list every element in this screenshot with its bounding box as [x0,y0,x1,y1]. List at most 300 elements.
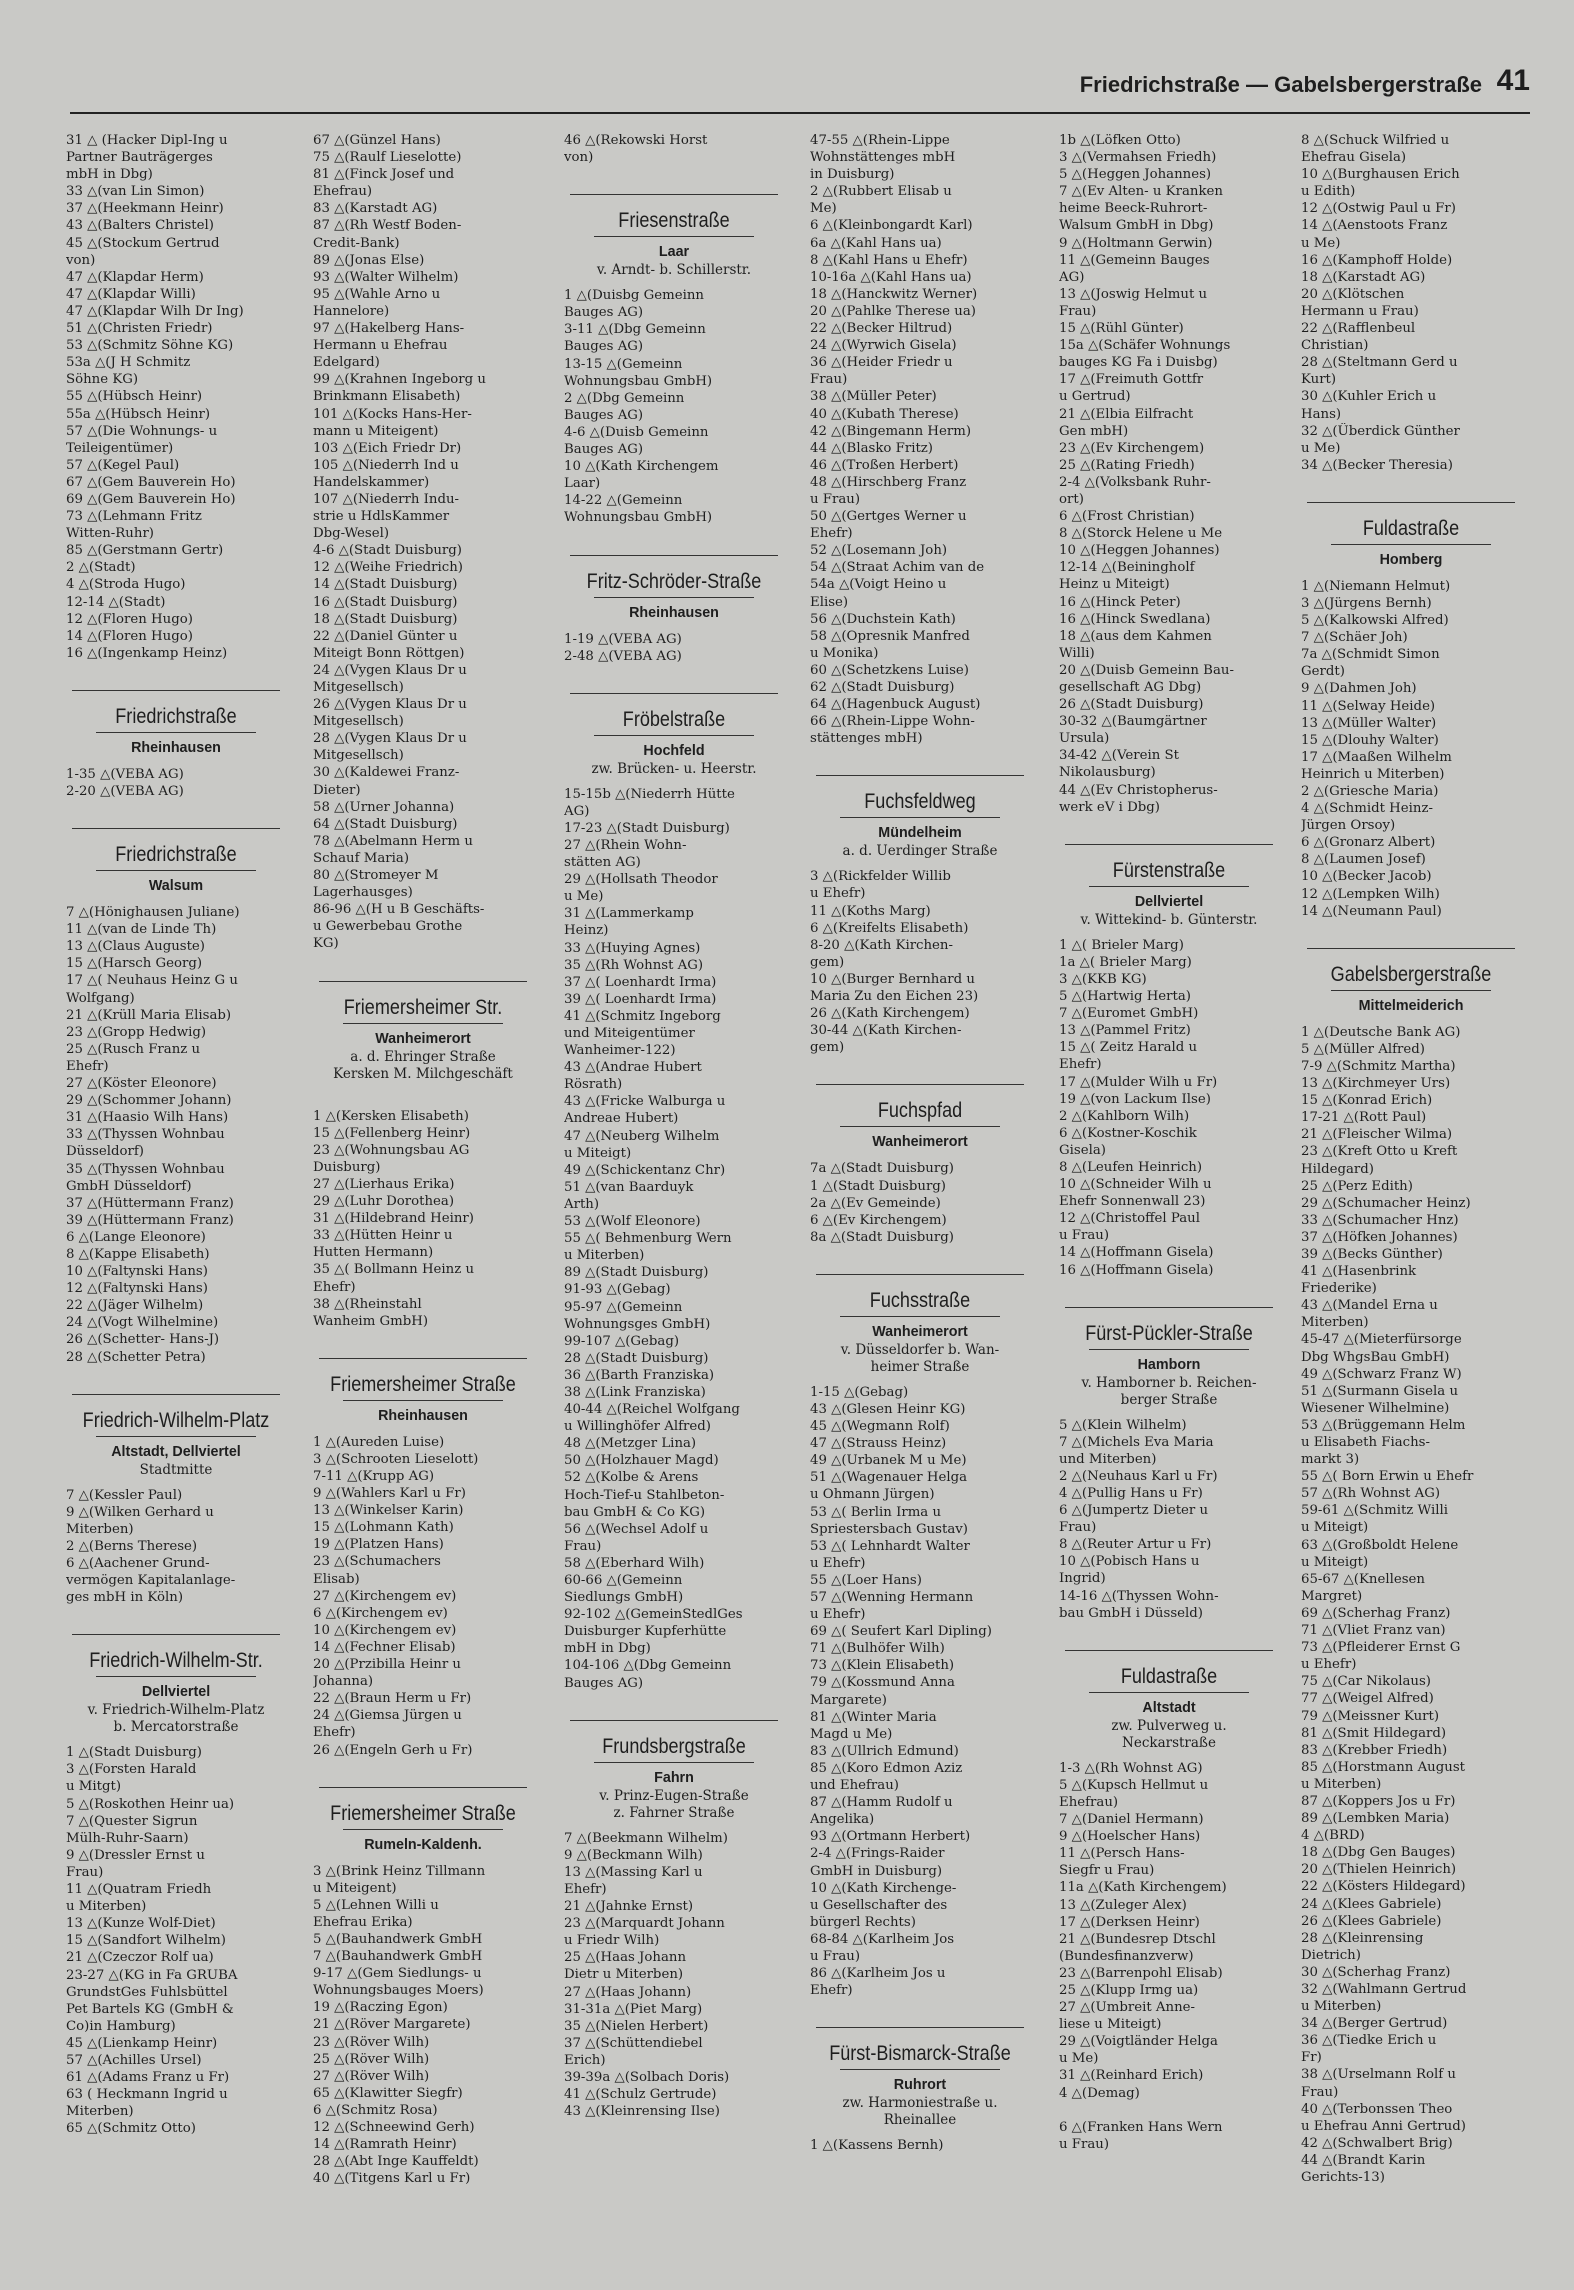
street-location: v. Wittekind- b. Günterstr. [1080,911,1258,928]
address-entry: 39-39a △(Solbach Doris) [564,2069,730,2085]
street-heading: Fuldastraße [1362,516,1460,540]
street-heading: Gabelsbergerstraße [1330,962,1492,986]
rule-divider [1307,948,1515,949]
address-entry: 69 △(Gem Bauverein Ho) [66,491,236,507]
address-entry: 40-44 △(Reichel Wolfgang [564,1402,740,1418]
street-heading: Friemersheimer Straße [330,1372,516,1396]
address-entry: Willi) [1059,645,1095,661]
address-entry: bau GmbH i Düsseld) [1059,1605,1203,1621]
street-heading-block [66,828,286,896]
address-entry: 19 △(von Lackum Ilse) [1059,1091,1211,1107]
address-entry: 93 △(Walter Wilhelm) [313,269,459,285]
street-heading-block [313,981,533,1083]
address-entry: 41 △(Schulz Gertrude) [564,2087,717,2103]
address-entry: 41 △(Schmitz Ingeborg [564,1008,721,1024]
address-entry: 12 △(Floren Hugo) [66,611,193,627]
address-entry: 29 △(Luhr Dorothea) [313,1194,455,1210]
rule-divider [816,1084,1024,1085]
address-entry: mbH in Dbg) [564,1641,651,1657]
street-location: berger Straße [1120,1391,1218,1408]
rule-divider [594,1762,754,1763]
address-entry: 55 △(Hübsch Heinr) [66,389,203,405]
address-entry: 99 △(Krahnen Ingeborg u [313,372,486,388]
street-heading-block [810,1274,1030,1376]
address-entry: u Miterben) [1301,1999,1382,2015]
address-entry: 10 △(Kirchengem ev) [313,1622,457,1638]
address-entry: 40 △(Terbonssen Theo [1301,2101,1453,2117]
address-entry: 30 △(Kuhler Erich u [1301,389,1437,405]
address-entry: AG) [1059,269,1085,285]
address-entry: u Me) [1301,235,1341,251]
address-entry: 51 △(van Baarduyk [564,1179,694,1195]
address-entry: 47 △(Neuberg Wilhelm [564,1128,720,1144]
address-entry: vermögen Kapitalanlage- [66,1573,236,1589]
address-entry: 21 △(Krüll Maria Elisab) [66,1007,232,1023]
street-heading-block [66,1394,286,1479]
address-entry: u Gewerbebau Grothe [313,919,463,935]
address-entry: 16 △(Kamphoff Holde) [1301,252,1453,268]
address-entry: Ingrid) [1059,1571,1106,1587]
address-entry: Düsseldorf) [66,1144,144,1160]
address-entry: 9 △(Dressler Ernst u [66,1847,205,1863]
address-entry: 58 △(Opresnik Manfred [810,628,970,644]
address-entry: 27 △(Röver Wilh) [313,2068,430,2084]
address-entry: 54 △(Straat Achim van de [810,560,985,576]
address-entry: Angelika) [810,1812,875,1828]
address-entry: 3 △(Schrooten Lieselott) [313,1451,479,1467]
address-entry: Teileigentümer) [66,440,174,456]
address-entry: 16 △(Hinck Swedlana) [1059,611,1211,627]
address-entry: 19 △(Platzen Hans) [313,1537,444,1553]
address-entry: 75 △(Car Nikolaus) [1301,1674,1431,1690]
street-heading-block [313,1787,533,1855]
address-entry: 2-20 △(VEBA AG) [66,784,184,799]
address-entry: Hoch-Tief-u Stahlbeton- [564,1487,725,1503]
address-entry: 3 △(Rickfelder Willib [810,869,951,885]
address-entry: 103 △(Eich Friedr Dr) [313,440,462,456]
address-entry: 52 △(Kolbe & Arens [564,1470,699,1486]
address-entry: Witten-Ruhr) [66,526,154,542]
address-entry: 105 △(Niederrh Ind u [313,457,459,473]
address-entry: 26 △(Vygen Klaus Dr u [313,697,467,713]
address-entry: 49 △(Urbanek M u Me) [810,1453,967,1469]
address-entry: 15 △(Lohmann Kath) [313,1520,454,1536]
address-entry: 29 △(Schommer Johann) [66,1093,232,1109]
address-entry: stättenges mbH) [810,731,923,747]
address-entry: von) [66,252,96,268]
address-entry: 8 △(Kahl Hans u Ehefr) [810,252,968,268]
address-entry: 14 △(Floren Hugo) [66,628,193,644]
address-entry: 10 △(Becker Jacob) [1301,869,1432,885]
address-entry: 101 △(Kocks Hans-Her- [313,406,472,422]
address-entry: Hermann u Frau) [1301,303,1419,319]
address-entry: 52 △(Losemann Joh) [810,543,948,559]
address-entry: 10 △(Burger Bernhard u [810,971,975,987]
address-entry: GmbH in Duisburg) [810,1863,943,1879]
address-entry: 56 △(Duchstein Kath) [810,611,956,627]
address-entry: Wohnstättenges mbH [810,150,956,166]
address-entry: Frau) [1301,2084,1339,2100]
address-entry: 21 △(Röver Margarete) [313,2017,471,2033]
address-entry: und Miterben) [1059,1451,1157,1467]
address-entry: 13 △(Massing Karl u [564,1864,703,1880]
rule-divider [1065,1650,1273,1651]
address-entry: ort) [1059,491,1084,507]
address-entry: 69 △( Seufert Karl Dipling) [810,1624,992,1640]
address-entry: Ehefr) [66,1058,109,1074]
address-entry: 62 △(Stadt Duisburg) [810,680,955,695]
address-entry: 1 △(Niemann Helmut) [1301,578,1451,594]
address-entry: Heinz) [564,923,609,939]
address-entry: 77 △(Weigel Alfred) [1301,1691,1434,1707]
address-entry: 12 △(Faltynski Hans) [66,1281,208,1297]
street-location: zw. Harmoniestraße u. [842,2095,998,2112]
address-entry: 13 △(Müller Walter) [1301,715,1437,731]
district-label: Dellviertel [1134,893,1204,910]
address-entry: 28 △(Schetter Petra) [66,1349,206,1365]
address-entry: 14-16 △(Thyssen Wohn- [1059,1588,1219,1604]
address-entry: 2-4 △(Frings-Raider [810,1846,945,1862]
address-entry: 23 △(Schumachers [313,1554,441,1570]
address-entry: 107 △(Niederrh Indu- [313,491,460,507]
address-entry: 31 △(Hildebrand Heinr) [313,1211,474,1227]
address-entry: 1a △( Brieler Marg) [1059,954,1192,970]
address-entry: 21 △(Bundesrep Dtschl [1059,1931,1216,1947]
street-heading: Friedrichstraße [115,704,237,728]
address-entry: Ehefr) [564,1881,607,1897]
address-entry: 17-21 △(Rott Paul) [1301,1110,1427,1126]
address-entry: u Ehefrau Anni Gertrud) [1301,2118,1466,2134]
address-entry: 11 △(Quatram Friedh [66,1882,212,1898]
address-entry: Edelgard) [313,355,380,371]
address-entry: 37 △(Schüttendiebel [564,2035,703,2051]
street-location: v. Friedrich-Wilhelm-Platz [87,1702,265,1719]
address-entry: 8 △(Kappe Elisabeth) [66,1246,210,1262]
address-entry: in Duisburg) [810,167,895,183]
address-entry: 14-22 △(Gemeinn [564,493,683,509]
address-entry: 25 △(Rusch Franz u [66,1041,201,1057]
page-header [70,62,1530,114]
address-entry: 5 △(Lehnen Willi u [313,1897,439,1913]
address-entry: 25 △(Rating Friedh) [1059,457,1195,473]
address-entry: 24 △(Wyrwich Gisela) [810,338,957,354]
address-entry: Rösrath) [564,1077,623,1093]
address-entry: Mitgesellsch) [313,680,404,695]
column-4 [810,132,1030,2282]
address-entry: 53 △( Berlin Irma u [810,1504,942,1520]
address-entry: Magd u Me) [810,1726,893,1742]
address-entry: 17 △(Freimuth Gottfr [1059,372,1204,388]
address-entry: 60-66 △(Gemeinn [564,1573,683,1588]
address-entry: 68-84 △(Karlheim Jos [810,1931,955,1947]
address-entry: 61 △(Adams Franz u Fr) [66,2070,230,2086]
address-entry: 37 △(Hüttermann Franz) [66,1195,234,1211]
address-entry: Wiesener Wilhelmine) [1301,1400,1450,1416]
address-entry: 1 △(Stadt Duisburg) [66,1745,202,1761]
address-entry: Gerdt) [1301,664,1345,680]
street-heading-block [564,693,784,778]
address-entry: Credit-Bank) [313,235,400,251]
address-entry: Ursula) [1059,731,1110,747]
address-entry: Kurt) [1301,372,1337,388]
address-entry: 5 △(Bauhandwerk GmbH [313,1931,483,1947]
address-entry: 55 △( Born Erwin u Ehefr [1301,1469,1474,1485]
address-entry: 43 △(Glesen Heinr KG) [810,1401,966,1417]
address-entry: 1 △( Brieler Marg) [1059,937,1184,953]
address-entry: 16 △(Stadt Duisburg) [313,594,458,610]
address-entry: 64 △(Stadt Duisburg) [313,816,458,832]
address-entry: 27 △(Umbreit Anne- [1059,2000,1196,2016]
address-entry: Frau) [1059,1520,1097,1536]
address-entry: 65 △(Schmitz Otto) [66,2121,196,2137]
address-entry: werk eV i Dbg) [1059,799,1160,815]
address-entry: 51 △(Wagenauer Helga [810,1470,968,1486]
address-entry: 10 △(Faltynski Hans) [66,1264,208,1280]
address-entry: 87 △(Rh Westf Boden- [313,218,462,234]
address-entry: 36 △(Heider Friedr u [810,355,953,371]
address-entry: 6a △(Kahl Hans ua) [810,235,942,251]
address-entry: 50 △(Gertges Werner u [810,509,967,525]
address-entry: Schauf Maria) [313,850,410,866]
street-location: z. Fahrner Straße [613,1804,735,1821]
street-heading: Friedrich-Wilhelm-Str. [89,1649,263,1673]
address-entry: u Elisabeth Fiachs- [1301,1435,1431,1450]
address-entry: 40 △(Kubath Therese) [810,406,959,422]
address-entry: 55 △(Loer Hans) [810,1572,922,1588]
address-entry: 28 △(Kleinrensing [1301,1930,1424,1946]
address-entry: 65 △(Klawitter Siegfr) [313,2085,463,2101]
address-entry: 8a △(Stadt Duisburg) [810,1229,954,1245]
address-entry: 16 △(Hoffmann Gisela) [1059,1262,1214,1278]
address-entry: 26 △(Klees Gabriele) [1301,1913,1442,1929]
district-label: Altstadt [1142,1699,1196,1716]
address-entry: 15 △(Konrad Erich) [1301,1093,1433,1109]
address-entry: 46 △(Troßen Herbert) [810,457,959,473]
address-entry: Ehefr) [313,1725,356,1741]
address-entry: 10 △(Pobisch Hans u [1059,1554,1200,1570]
address-entry: 24 △(Vygen Klaus Dr u [313,662,467,678]
directory-columns [66,132,1516,2282]
address-entry: 17-23 △(Stadt Duisburg) [564,820,730,836]
address-entry: 28 △(Vygen Klaus Dr u [313,731,467,747]
address-entry: 6 △(Frost Christian) [1059,509,1195,525]
address-entry: 12 △(Lempken Wilh) [1301,886,1440,902]
address-entry: 87 △(Koppers Jos u Fr) [1301,1793,1456,1809]
address-entry: 95 △(Wahle Arno u [313,286,441,302]
address-entry: Ehefr Sonnenwall 23) [1059,1194,1206,1210]
address-entry: Gen mbH) [1059,423,1129,439]
address-entry: Dieter) [313,782,361,798]
address-entry: 23-27 △(KG in Fa GRUBA [66,1967,238,1983]
address-entry: Spriestersbach Gustav) [810,1521,968,1537]
rule-divider [72,828,280,829]
address-entry: 81 △(Finck Josef und [313,167,455,183]
address-entry: 10 △(Kath Kirchengem [564,459,719,475]
address-entry: 7 △(Ev Alten- u Kranken [1059,184,1223,200]
address-entry: 11 △(Persch Hans- [1059,1846,1185,1862]
address-entry: Ehefr) [810,526,853,542]
address-entry: 39 △(Hüttermann Franz) [66,1212,234,1228]
address-entry: u Gesellschafter des [810,1897,948,1913]
address-entry: gem) [810,1040,845,1056]
address-entry: 51 △(Christen Friedr) [66,321,213,337]
address-entry: 23 △(Ev Kirchengem) [1059,440,1205,456]
address-entry: 83 △(Ullrich Edmund) [810,1743,959,1759]
address-entry: 4 △(BRD) [1301,1828,1365,1844]
address-entry: 57 △(Achilles Ursel) [66,2052,202,2068]
address-entry: Me) [810,201,837,217]
address-entry: 23 △(Röver Wilh) [313,2034,430,2050]
address-entry: 9 △(Beckmann Wilh) [564,1847,703,1863]
street-heading: Frundsbergstraße [602,1734,746,1758]
address-entry: 31 △(Reinhard Erich) [1059,2068,1204,2084]
address-entry: 25 △(Perz Edith) [1301,1178,1413,1194]
rule-divider [96,870,256,871]
address-entry: Frau) [66,1864,104,1880]
address-entry: 27 △(Haas Johann) [564,1984,692,2000]
rule-divider [1065,844,1273,845]
address-entry: 2 △(Stadt) [66,560,136,576]
address-entry: Miterben) [66,1521,134,1537]
address-entry: 13 △(Kirchmeyer Urs) [1301,1076,1451,1092]
address-entry: 44 △(Brandt Karin [1301,2152,1426,2168]
address-entry: 5 △(Hartwig Herta) [1059,989,1191,1005]
address-entry: 67 △(Günzel Hans) [313,133,441,148]
address-entry: Miterben) [66,2104,134,2120]
address-entry: u Frau) [810,491,861,507]
column-3 [564,132,784,2282]
address-entry: 63 ( Heckmann Ingrid u [66,2087,228,2103]
district-label: Hamborn [1137,1356,1201,1373]
address-entry: KG) [313,936,339,952]
address-entry: u Miterben) [1301,1776,1382,1792]
address-entry: Pet Bartels KG (GmbH & [66,2001,234,2017]
address-entry: 15 △( Zeitz Harald u [1059,1040,1198,1056]
address-entry: 45 △(Wegmann Rolf) [810,1419,950,1435]
address-entry: 23 △(Gropp Hedwig) [66,1024,207,1040]
address-entry: Nikolausburg) [1059,765,1156,781]
address-entry: 53 △(Brüggemann Helm [1301,1417,1466,1433]
address-entry: Friederike) [1301,1281,1377,1297]
address-entry: 22 △(Braun Herm u Fr) [313,1691,472,1707]
address-entry: Miteigt Bonn Röttgen) [313,645,465,661]
street-heading: Fuldastraße [1120,1664,1218,1688]
address-entry: Lagerhausges) [313,885,413,901]
street-location: v. Arndt- b. Schillerstr. [596,262,752,279]
rule-divider [570,1720,778,1721]
street-location: Neckarstraße [1122,1734,1216,1751]
address-entry: 47 △(Klapdar Willi) [66,286,196,302]
address-entry: 20 △(Pahlke Therese ua) [810,303,976,319]
rule-divider [816,1274,1024,1275]
address-entry: Hutten Hermann) [313,1245,434,1261]
address-entry: 83 △(Karstadt AG) [313,201,438,217]
rule-divider [343,1829,503,1830]
address-entry: und Ehefrau) [810,1778,899,1794]
address-entry: 44 △(Blasko Fritz) [810,440,933,456]
address-entry: 21 △(Czeczor Rolf ua) [66,1950,214,1966]
rule-divider [840,817,1000,818]
address-entry: 80 △(Stromeyer M [313,868,439,884]
address-entry: Gerichts-13) [1301,2170,1385,2186]
address-entry: 54a △(Voigt Heino u [810,577,947,593]
address-entry: 7a △(Schmidt Simon [1301,647,1440,663]
street-heading-block [810,1084,1030,1152]
address-entry: 69 △(Scherhag Franz) [1301,1605,1451,1621]
address-entry: 65-67 △(Knellesen [1301,1571,1425,1587]
district-label: Hochfeld [643,742,705,759]
address-entry: Mitgesellsch) [313,748,404,764]
address-entry: 29 △(Schumacher Heinz) [1301,1195,1471,1211]
street-location: v. Düsseldorfer b. Wan- [840,1341,1000,1358]
address-entry: 30-44 △(Kath Kirchen- [810,1023,962,1039]
address-entry: 6 △(Lange Eleonore) [66,1229,206,1245]
street-heading-block [810,775,1030,860]
address-entry: 99-107 △(Gebag) [564,1333,680,1349]
address-entry: Frau) [564,1538,602,1554]
address-entry: Partner Bauträgerges [66,150,213,166]
address-entry: u Willinghöfer Alfred) [564,1419,711,1435]
address-entry: 43 △(Mandel Erna u [1301,1298,1438,1314]
address-entry: 23 △(Kreft Otto u Kreft [1301,1144,1458,1160]
address-entry: 6 △(Aachener Grund- [66,1556,210,1571]
address-entry: AG) [564,803,590,819]
address-entry: 22 △(Rafflenbeul [1301,321,1416,337]
rule-divider [1307,502,1515,503]
street-heading: Fürst-Pückler-Straße [1085,1321,1253,1345]
address-entry [313,1091,533,1108]
address-entry: 47 △(Klapdar Herm) [66,269,204,285]
address-entry: 19 △(Raczing Egon) [313,2000,448,2016]
address-entry: u Frau) [1059,1228,1110,1244]
address-entry: 18 △(Karstadt AG) [1301,269,1426,285]
address-entry: 15 △(Sandfort Wilhelm) [66,1933,226,1949]
address-entry: 8 △(Laumen Josef) [1301,852,1426,868]
address-entry: 31 △(Haasio Wilh Hans) [66,1110,229,1126]
address-entry: 35 △( Bollmann Heinz u [313,1262,475,1278]
address-entry: Wohnungsbau GmbH) [564,373,713,389]
address-entry: 11 △(Selway Heide) [1301,698,1436,714]
address-entry: Bauges AG) [564,339,644,355]
column-2 [313,132,533,2282]
address-entry: 1 △(Deutsche Bank AG) [1301,1024,1461,1040]
street-heading-block [1059,1307,1279,1409]
street-heading-block [1301,502,1521,570]
address-entry: 1-35 △(VEBA AG) [66,766,184,782]
address-entry: Wohnungsbau GmbH) [564,510,713,526]
address-entry: Dietrich) [1301,1947,1361,1963]
address-entry: 6 △(Kreifelts Elisabeth) [810,920,969,936]
address-entry: 3 △(Brink Heinz Tillmann [313,1863,486,1879]
address-entry: 5 △(Kupsch Hellmut u [1059,1777,1209,1793]
address-entry: 57 △(Rh Wohnst AG) [1301,1486,1441,1502]
address-entry: Duisburg) [313,1159,381,1175]
address-entry: 12-14 △(Beiningholf [1059,560,1195,576]
address-entry: 58 △(Urner Johanna) [313,799,455,815]
address-entry: u Miteigent) [313,1880,397,1896]
street-heading: Friesenstraße [618,209,730,233]
address-entry: 22 △(Jäger Wilhelm) [66,1298,204,1314]
address-entry: 37 △( Loenhardt Irma) [564,974,717,990]
street-heading-block [66,690,286,758]
address-entry: 1-3 △(Rh Wohnst AG) [1059,1760,1203,1776]
address-entry: 48 △(Hirschberg Franz [810,474,967,490]
address-entry: 33 △(Huying Agnes) [564,940,701,956]
address-entry: 11a △(Kath Kirchengem) [1059,1880,1227,1896]
address-entry: strie u HdlsKammer [313,509,450,525]
street-heading: Friemersheimer Str. [343,995,503,1019]
address-entry: heime Beeck-Ruhrort- [1059,201,1208,217]
